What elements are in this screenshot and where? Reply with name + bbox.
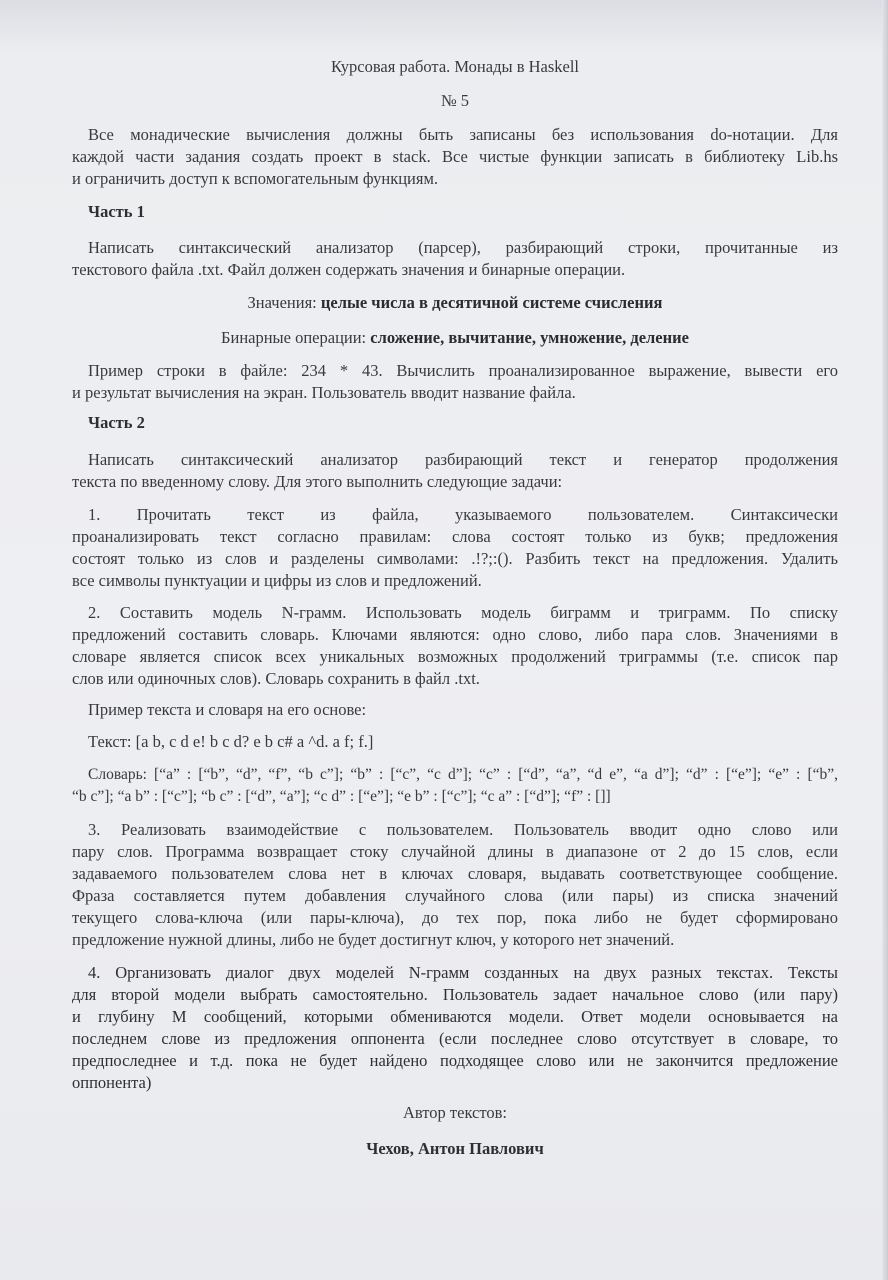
example-heading [72,699,838,721]
values-line [72,292,838,314]
text-line: и глубину M сообщений, которыми обмениваются модели. Ответ модели основывается на [72,1007,838,1026]
text-line: Все монадические вычисления должны быть записаны без использования do-нотации. Для [88,125,838,144]
text-line: Словарь: [“a” : [“b”, “d”, “f”, “b c”]; “b” : [“c”, “c d”]; “c” : [“d”, “a”, “d e”, “a d”]; “d” : [“e”]; “e” : [“b”, [88,766,838,783]
text-line: все символы пунктуации и цифры из слов и предложений. [72,571,482,590]
assignment-number [72,90,838,112]
text-line: предпоследнее и т.д. пока не будет найдено подходящее слово или не закончится предложение [72,1051,838,1070]
intro-paragraph [72,124,838,190]
text-line: пару слов. Программа возвращает стоку случайной длины в диапазоне от 2 до 15 слов, если [72,842,838,861]
dictionary-example [72,764,838,808]
text-line: каждой части задания создать проект в stack. Все чистые функции записать в библиотеку Lib.hs [72,147,838,166]
text-line: предложений составить словарь. Ключами являются: одно слово, либо пара слов. Значениями в [72,625,838,644]
part2-heading-text: Часть 2 [88,413,145,432]
task-item-3 [72,819,838,951]
text-line: 3. Реализовать взаимодействие с пользователем. Пользователь вводит одно слово или [88,820,838,839]
text-line: для второй модели выбрать самостоятельно. Пользователь задает начальное слово (или пару) [72,985,838,1004]
part1-heading-text: Часть 1 [88,202,145,221]
paper-edge [882,0,888,1280]
part1-text [72,237,838,281]
text-line: “b c”]; “a b” : [“c”]; “b c” : [“d”, “a”]; “c d” : [“e”]; “e b” : [“c”]; “c a” : [“d”]; “f” : []] [72,788,611,805]
author-label [72,1102,838,1124]
ops-text: сложение, вычитание, умножение, деление [370,328,689,347]
values-label: Значения: [247,293,321,312]
text-line: 2. Составить модель N-грамм. Использовать модель биграмм и триграмм. По списку [88,603,838,622]
text-line: текущего слова-ключа (или пары-ключа), до тех пор, пока либо не будет сформировано [72,908,838,927]
text-line: слов или одиночных слов). Словарь сохранить в файл .txt. [72,669,480,688]
task-item-2 [72,602,838,690]
text-line: последнем слове из предложения оппонента (если последнее слово отсутствует в словаре, то [72,1029,838,1048]
text-line: текстового файла .txt. Файл должен содержать значения и бинарные операции. [72,260,626,279]
example-text [72,731,838,753]
example-text-line: Текст: [a b, c d e! b c d? e b c# a ^d. a f; f.] [88,732,374,751]
author-name [72,1138,838,1160]
author-name-text: Чехов, Антон Павлович [366,1139,544,1158]
part2-heading [72,412,838,434]
text-line: 4. Организовать диалог двух моделей N-грамм созданных на двух разных текстах. Тексты [88,963,838,982]
text-line: Пример строки в файле: 234 * 43. Вычислить проанализированное выражение, вывести его [88,361,838,380]
task-item-1 [72,504,838,592]
task-item-4 [72,962,838,1094]
text-line: состоят только из слов и разделены символами: .!?;:(). Разбить текст на предложения. Удалить [72,549,838,568]
text-line: Фраза составляется путем добавления случайного слова (или пары) из списка значений [72,886,838,905]
text-line: и результат вычисления на экран. Пользователь вводит название файла. [72,383,576,402]
ops-line [72,327,838,349]
text-line: проанализировать текст согласно правилам: слова состоят только из букв; предложения [72,527,838,546]
values-text: целые числа в десятичной системе счисления [320,293,663,312]
text-line: Написать синтаксический анализатор (парсер), разбирающий строки, прочитанные из [88,238,838,257]
text-line: текста по введенному слову. Для этого выполнить следующие задачи: [72,472,563,491]
text-line: 1. Прочитать текст из файла, указываемого пользователем. Синтаксически [88,505,838,524]
text-line: и ограничить доступ к вспомогательным функциям. [72,169,439,188]
number-text: № 5 [440,91,470,110]
part1-heading [72,201,838,223]
text-line: Написать синтаксический анализатор разбирающий текст и генератор продолжения [88,450,838,469]
document-title [72,56,838,78]
text-line: словаре является список всех уникальных возможных продолжений триграммы (т.е. список пар [72,647,838,666]
title-text: Курсовая работа. Монады в Haskell [330,57,580,76]
author-label-text: Автор текстов: [403,1103,507,1122]
text-line: задаваемого пользователем слова нет в ключах словаря, выдавать соответствующее сообщение. [72,864,838,883]
part1-example [72,360,838,404]
example-heading-text: Пример текста и словаря на его основе: [88,700,367,719]
part2-text [72,449,838,493]
text-line: предложение нужной длины, либо не будет достигнут ключ, у которого нет значений. [72,930,675,949]
text-line: оппонента) [72,1073,152,1092]
ops-label: Бинарные операции: [221,328,371,347]
